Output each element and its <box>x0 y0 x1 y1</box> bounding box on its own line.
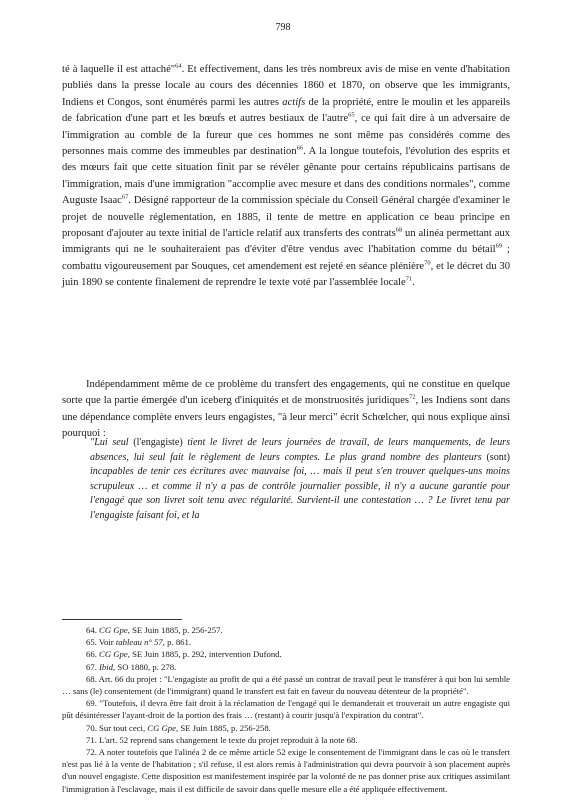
footnote-ref[interactable]: 66 <box>296 144 304 152</box>
body-paragraph-1 <box>62 62 510 292</box>
footnote-item: 72. A noter toutefois que l'alinéa 2 de ce même article 52 exige le consentement de l'immigrant dans le cas où le transfert n'est pas lié à la vente de l'habitation ; s'il refuse, il est alors remis à l'administration qui devra pourvoir à son placement auprès d'un nouvel engagiste. Cette disposition est manifestement inspirée par la volonté de ne pas donner prise aux critiques assimilant l'immigration à l'esclavage, mais il est difficile de savoir dans quelle mesure elle a été appliquée effectivement. <box>62 747 510 794</box>
text-segment: . <box>412 277 415 289</box>
text-segment: , et le décret du 30 juin 1890 se contente finalement de reprendre le texte voté par l'assemblée locale <box>62 260 511 289</box>
footnotes-list <box>62 624 510 795</box>
text-segment: . Et effectivement, dans les très nombreux avis de mise en vente d'habitation publiés dans la presse locale au cours des décennies 1860 et 1870, on observe que les immigrants, Indiens et Congos, sont énumérés parmi les autres <box>62 64 510 108</box>
footnote-item: 64. CG Gpe, SE Juin 1885, p. 256-257. <box>86 625 223 635</box>
text-segment: de la propriété, entre le moulin et les appareils de fabrication d'une part et les bœufs et autres bestiaux de l'autre <box>62 96 510 125</box>
text-segment: ; combattu vigoureusement par Souques, cet amendement est rejeté en séance plénière <box>62 244 510 272</box>
quote-segment: incapables de tenir ces écritures avec mauvaise foi, … mais il peut s'en trouver quelques-uns moins scrupuleux … et comme il n'y a pas de contrôle journalier possible, il n'y a aucune garantie pour l'engagé que son livret soit tenu avec régularité. Survient-il une contestation … ? Le livret tenu par l'engagiste faisant foi, et la <box>90 466 510 521</box>
body-paragraph-2 <box>62 377 510 443</box>
footnote-item: 69. "Toutefois, il devra être fait droit à la réclamation de l'engagé qui le demanderait et trouverait un autre engagiste qui pût désintéresser l'ayant-droit de la portion des frais … (restant) à courir jusqu'à l'expiration du contrat". <box>62 698 510 721</box>
text-segment: té à laquelle il est attaché" <box>62 64 176 75</box>
footnote-item: 68. Art. 66 du projet : "L'engagiste au profit de qui a été passé un contrat de travail peut le transférer à qui bon lui semble … sans (le) consentement (de l'immigrant) quand le transfert est fait en faveur du nouveau détenteur de la propriété". <box>62 673 510 697</box>
page-number: 798 <box>275 22 291 33</box>
text-segment: un alinéa permettant aux immigrants qui ne le souhaiteraient pas d'éviter d'être vendus avec l'habitation comme du bétail <box>62 228 510 256</box>
emphasis-text: actifs <box>282 96 306 108</box>
block-quote <box>90 436 510 524</box>
footnote-item: 67. Ibid, SO 1880, p. 278. <box>86 661 177 672</box>
quote-segment: tient le livret de leurs journées de travail, de leurs manquements, de leurs absences, lui seul fait le règlement de leurs comptes. Le plus grand nombre des planteurs <box>90 437 510 463</box>
footnote-separator <box>62 619 182 620</box>
text-segment: , les Indiens sont dans une dépendance complète envers leurs engagistes, "à leur merci" écrit Schœlcher, qui nous explique ainsi pourquoi : <box>62 395 510 440</box>
footnote-item: 66. CG Gpe, SE Juin 1885, p. 292, intervention Dufond. <box>86 649 282 660</box>
footnote-ref[interactable]: 72 <box>409 393 416 401</box>
footnote-ref[interactable]: 70 <box>424 259 431 267</box>
text-segment: Indépendamment même de ce problème du transfert des engagements, qui ne constitue en quelque sorte que la partie émergée d'un iceberg d'iniquités et de monstruosités juridiques <box>62 379 510 407</box>
quote-segment: "Lui seul <box>90 437 134 448</box>
footnote-ref[interactable]: 67 <box>121 193 129 201</box>
footnote-item: 70. Sur tout ceci, CG Gpe, SE Juin 1885, p. 256-258. <box>86 722 271 733</box>
text-segment: . A la longue toutefois, l'évolution des esprits et des mœurs fait que cette situation finit par se révéler gênante pour certains républicains partisans de l'immigration, mais d'une immigration "accomplie avec mesure et dans des conditions normales", comme Auguste Isaac <box>62 146 510 207</box>
footnote-item: 65. Voir tableau n° 57, p. 861. <box>86 637 192 648</box>
text-segment: . Désigné rapporteur de la commission spéciale du Conseil Général chargée d'examiner le projet de nouvelle réglementation, en 1885, il tente de mettre en application ce beau principe en proposant d'ajouter au texte initial de l'article relatif aux transferts des contrats <box>62 195 510 240</box>
footnote-ref[interactable]: 69 <box>495 242 503 250</box>
footnote-ref[interactable]: 64 <box>175 62 182 70</box>
footnote-ref[interactable]: 71 <box>405 275 413 283</box>
footnote-item: 71. L'art. 52 reprend sans changement le texte du projet reproduit à la note 68. <box>86 734 358 745</box>
quote-insertion: (l'engagiste) <box>133 437 183 448</box>
footnote-ref[interactable]: 68 <box>395 226 403 234</box>
quote-insertion: (sont) <box>486 451 510 463</box>
text-segment: , ce qui fait dire à un adversaire de l'immigration au comble de la fureur que ces hommes ne sont même pas considérés comme des personnes mais comme des immeubles par destination <box>62 113 510 158</box>
footnote-ref[interactable]: 65 <box>348 111 355 119</box>
